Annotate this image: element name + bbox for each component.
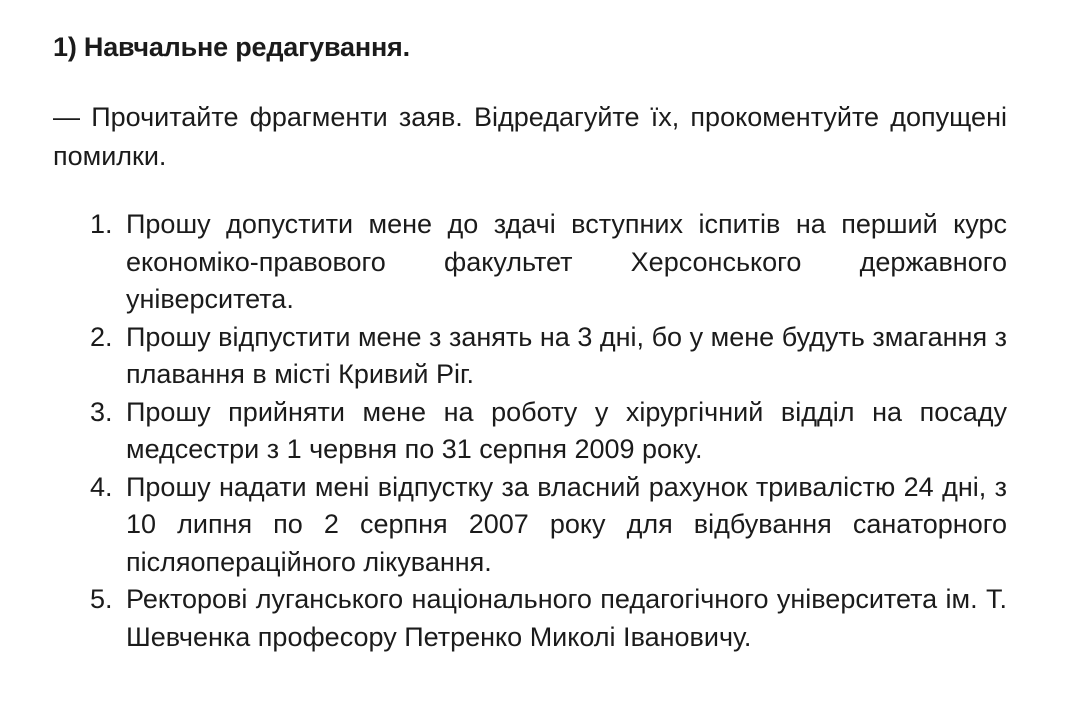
statements-list bbox=[53, 206, 1007, 656]
document-page bbox=[53, 28, 1007, 656]
list-item-text: Прошу допустити мене до здачі вступних іспитів на перший курс економіко-правового факультет Херсонського державного університета. bbox=[126, 209, 1007, 314]
list-item-number: 1. bbox=[90, 209, 113, 239]
list-item-text: Прошу відпустити мене з занять на 3 дні, бо у мене будуть змагання з плавання в місті Кривий Ріг. bbox=[126, 321, 1007, 389]
list-item-number: 4. bbox=[90, 471, 113, 502]
list-item-number: 2. bbox=[90, 321, 113, 352]
list-item-5 bbox=[53, 581, 1007, 656]
list-item-text: Прошу прийняти мене на роботу у хірургічний відділ на посаду медсестри з 1 червня по 31 серпня 2009 року. bbox=[126, 396, 1007, 464]
list-item-number: 5. bbox=[90, 584, 113, 614]
list-item-number: 3. bbox=[90, 396, 113, 427]
list-item-3 bbox=[53, 394, 1007, 469]
list-item-1 bbox=[53, 206, 1007, 319]
list-item-2 bbox=[53, 319, 1007, 394]
task-instruction: — Прочитайте фрагменти заяв. Відредагуйте їх, прокоментуйте допущені помилки. bbox=[53, 102, 1007, 171]
section-heading: 1) Навчальне редагування. bbox=[53, 32, 410, 62]
list-item-text: Прошу надати мені відпустку за власний рахунок тривалістю 24 дні, з 10 липня по 2 серпня 2007 року для відбування санаторного післяопераційного лікування. bbox=[126, 471, 1007, 577]
list-item-text: Ректорові луганського національного педагогічного університета ім. Т. Шевченка професору Петренко Миколі Івановичу. bbox=[126, 584, 1007, 652]
list-item-4 bbox=[53, 469, 1007, 582]
